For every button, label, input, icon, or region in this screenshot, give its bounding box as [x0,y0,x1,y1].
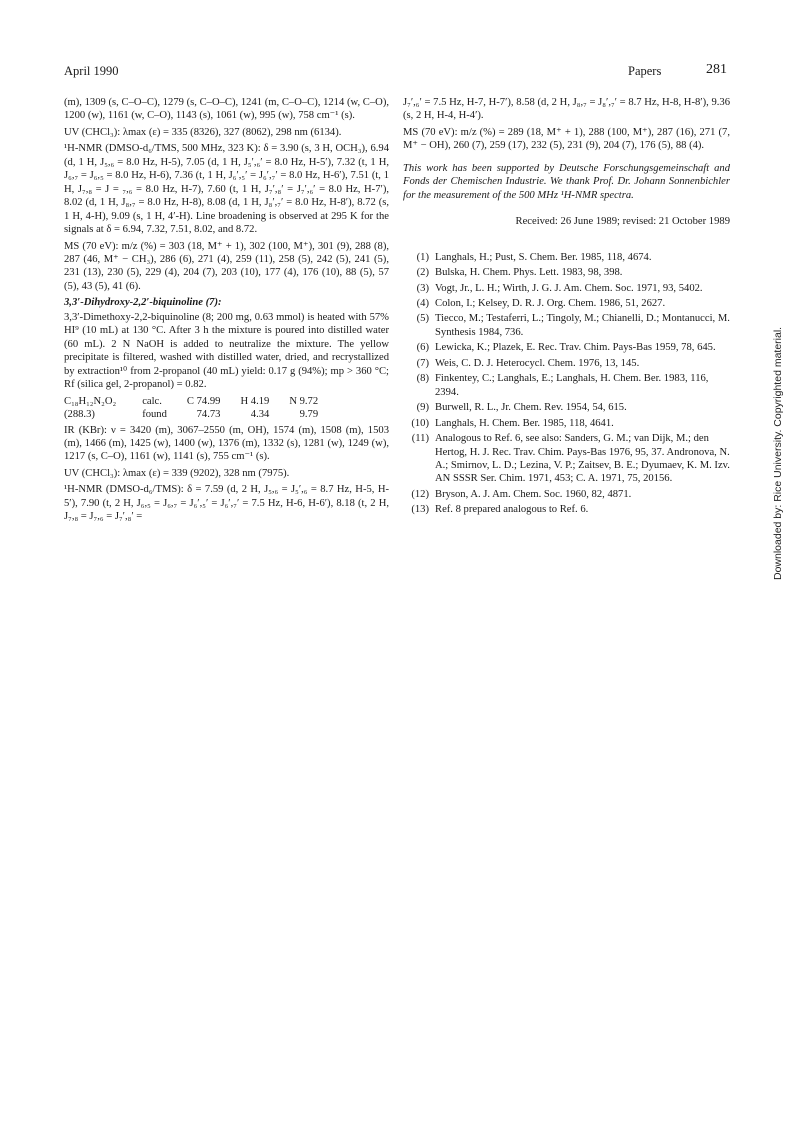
reference-text: Tiecco, M.; Testaferri, L.; Tingoly, M.; Chianelli, D.; Montanucci, M. Synthesis 1984, 736. [435,313,730,338]
reference-text: Langhals, H.; Pust, S. Chem. Ber. 1985, 118, 4674. [435,251,652,263]
reference-number: (10) [411,417,429,429]
left-column [64,96,389,527]
analysis-calc-label: calc. [142,395,162,407]
reference-text: Weis, C. D. J. Heterocycl. Chem. 1976, 13, 145. [435,357,640,369]
mass-spectrum-1: MS (70 eV): m/z (%) = 303 (18, M⁺ + 1), 302 (100, M⁺), 301 (9), 288 (8), 287 (46, M⁺ − CH₃), 286 (6), 271 (4), 259 (11), 258 (5), 242 (5), 241 (5), 231 (13), 230 (5), 229 (4), 204 (7), 203 (10), 177 (4), 176 (10), 88 (5), 57 (5), 43 (5), 41 (6). [64,240,389,292]
reference-number: (13) [411,504,429,516]
running-header-date: April 1990 [64,64,119,78]
analysis-found-h: 4.34 [250,408,270,420]
reference-number: (11) [411,433,429,445]
nmr-spectrum-2-start: ¹H-NMR (DMSO-d₆/TMS): δ = 7.59 (d, 2 H, J₅,₆ = J₅′,₆ = 8.7 Hz, H-5, H-5′), 7.90 (t, 2 H, J₆,₅ = J₆,₇ = J₆′,₅′ = J₆′,₇′ = 7.5 Hz, H-6, H-6′), 8.18 (t, 2 H, J₇,₈ = J₇,₆ = J₇′,₈′ = [64,484,389,523]
reference-text: Ref. 8 prepared analogous to Ref. 6. [435,504,589,516]
mass-spectrum-2: MS (70 eV): m/z (%) = 289 (18, M⁺ + 1), 288 (100, M⁺), 287 (16), 271 (7, M⁺ − OH), 260 (7), 259 (17), 232 (5), 231 (9), 204 (7), 176 (5), 88 (4). [403,126,730,152]
reference-item [403,417,730,430]
reference-text: Vogt, Jr., L. H.; Wirth, J. G. J. Am. Chem. Soc. 1971, 93, 5402. [435,282,703,294]
uv-spectrum-1: UV (CHCl₃): λmax (ε) = 335 (8326), 327 (8062), 298 nm (6134). [64,126,342,138]
reference-number: (7) [416,357,429,369]
nmr-spectrum-1: ¹H-NMR (DMSO-d₆/TMS, 500 MHz, 323 K): δ = 3.90 (s, 3 H, OCH₃), 6.94 (d, 1 H, J₅,₆ = 8.0 Hz, H-5), 7.05 (d, 1 H, J₅′,₆′ = 8.0 Hz, H-5′), 7.32 (t, 1 H, J₆,₇ = J₆,₅ = 8.0 Hz, H-6), 7.36 (t, 1 H, J₆′,₅′ = J₆′,₇′ = 8.0 Hz, H-6′), 7.51 (t, 1 H, J₇,₈ = J = ₇,₆ = 8.0 Hz, H-7), 7.60 (t, 1 H, J₇′,₈′ = J₇′,₆′ = 8.0 Hz, H-7′), 8.02 (d, 1 H, J₈,₇ = 8.0 Hz, H-8), 8.08 (d, 1 H, J₈′,₇′ = 8.0 Hz, H-8′), 8.72 (s, 1 H, 4-H), 9.09 (s, 1 H, 4′-H). Line broadening is observed at 295 K for the signals at δ = 6.94, 7.32, 7.51, 8.02, and 8.72. [64,143,389,236]
reference-item [403,503,730,516]
analysis-calc-h: H 4.19 [240,395,270,407]
reference-number: (9) [416,402,429,414]
reference-number: (3) [416,282,429,294]
uv-spectrum-2: UV (CHCl₃): λmax (ε) = 339 (9202), 328 nm (7975). [64,467,290,479]
reference-text: Bryson, A. J. Am. Chem. Soc. 1960, 82, 4871. [435,488,632,500]
received-date: Received: 26 June 1989; revised: 21 October 1989 [515,216,730,228]
reference-item [403,357,730,370]
compound-heading: 3,3′-Dihydroxy-2,2′-biquinoline (7): [64,297,222,309]
reference-number: (12) [411,488,429,500]
reference-number: (5) [416,313,429,325]
reference-item [403,372,730,399]
reference-number: (6) [416,342,429,354]
reference-number: (4) [416,297,429,309]
reference-item [403,401,730,414]
analysis-found-n: 9.79 [299,408,319,420]
reference-text: Colon, I.; Kelsey, D. R. J. Org. Chem. 1986, 51, 2627. [435,297,666,309]
acknowledgement: This work has been supported by Deutsche Forschungsgemeinschaft and Fonds der Chemischen Industrie. We thank Prof. Dr. Johann Sonnenbichler for the measurement of the 500 MHz ¹H-NMR spectra. [403,162,730,201]
reference-text: Bulska, H. Chem. Phys. Lett. 1983, 98, 398. [435,267,623,279]
download-watermark: Downloaded by: Rice University. Copyrighted material. [772,326,784,580]
reference-item [403,251,730,264]
reference-item [403,488,730,501]
reference-number: (8) [416,373,429,385]
analysis-formula: C₁₈H₁₂N₂O₂ [64,395,117,407]
page-number: 281 [706,62,727,77]
synthesis-procedure: 3,3′-Dimethoxy-2,2-biquinoline (8; 200 mg, 0.63 mmol) is heated with 57% HI⁹ (10 mL) at 130 °C. After 3 h the mixture is poured into distilled water (60 mL). 2 N NaOH is added to neutralize the mixture. The yellow precipitate is filtered, washed with distilled water, dried, and recrystallized by extraction¹⁰ from 2-propanol (40 mL) yield: 0.17 g (94%); mp > 360 °C; Rf (silica gel, 2-propanol) = 0.82. [64,311,389,391]
ir-spectrum-2: IR (KBr): ν = 3420 (m), 3067–2550 (m, OH), 1574 (m), 1508 (m), 1503 (m), 1466 (m), 1425 (w), 1400 (w), 1376 (m), 1332 (s), 1281 (w), 1249 (w), 1217 (s, C–O), 1161 (w), 1141 (s), 755 cm⁻¹ (s). [64,424,389,463]
reference-text: Burwell, R. L., Jr. Chem. Rev. 1954, 54, 615. [435,402,627,414]
reference-item [403,341,730,354]
reference-item [403,297,730,310]
reference-number: (1) [416,251,429,263]
analysis-found-c: 74.73 [196,408,221,420]
analysis-calc-n: N 9.72 [289,395,319,407]
analysis-calc-c: C 74.99 [186,395,221,407]
analysis-found-label: found [142,408,167,420]
reference-text: Lewicka, K.; Plazek, E. Rec. Trav. Chim. Pays-Bas 1959, 78, 645. [435,342,716,354]
reference-number: (2) [416,267,429,279]
nmr-spectrum-2-end: J₇′,₆′ = 7.5 Hz, H-7, H-7′), 8.58 (d, 2 H, J₈,₇ = J₈′,₇′ = 8.7 Hz, H-8, H-8′), 9.36 (s, 2 H, H-4, H-4′). [403,97,730,122]
running-header-section: Papers [628,64,662,78]
reference-item [403,432,730,486]
reference-list [403,251,730,517]
reference-item [403,312,730,339]
reference-text: Finkentey, C.; Langhals, E.; Langhals, H. Chem. Ber. 1983, 116, 2394. [435,373,709,398]
reference-item [403,266,730,279]
analysis-mass: (288.3) [64,408,95,420]
ir-spectrum-continuation: (m), 1309 (s, C–O–C), 1279 (s, C–O–C), 1241 (m, C–O–C), 1214 (w, C–O), 1200 (w), 1161 (w, C–O), 1143 (s), 1061 (w), 995 (w), 758 cm⁻¹ (s). [64,97,389,122]
elemental-analysis-table [64,395,338,421]
reference-text: Langhals, H. Chem. Ber. 1985, 118, 4641. [435,417,614,429]
reference-text: Analogous to Ref. 6, see also: Sanders, G. M.; van Dijk, M.; den Hertog, H. J. Rec. Trav. Chim. Pays-Bas 1976, 95, 37. Andronova, N. A.; Smirnov, L. D.; Lezina, V. P.; Zaitsev, B. E.; Dyumaev, K. M. Izv. AN SSSR Ser. Chim. 1971, 453; C. A. 1971, 75, 20156. [435,433,730,485]
reference-item [403,282,730,295]
right-column [403,96,730,519]
